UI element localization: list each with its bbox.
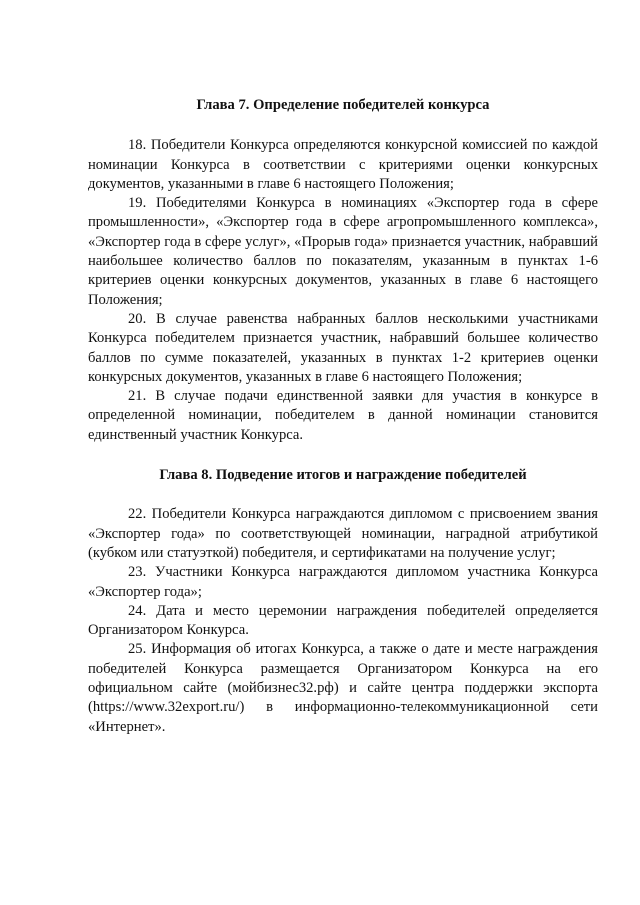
paragraph-23: 23. Участники Конкурса награждаются дипломом участника Конкурса «Экспортер года»; <box>88 564 598 600</box>
paragraph-25: 25. Информация об итогах Конкурса, а также о дате и месте награждения победителей Конкурса размещается Организатором Конкурса на его официальном сайте (мойбизнес32.рф) и сайте центра поддержки экспорта (https://www.32export.ru/) в информационно-телекоммуникационной сети «Интернет». <box>88 641 598 735</box>
paragraph-20: 20. В случае равенства набранных баллов несколькими участниками Конкурса победителем признается участник, набравший большее количество баллов по сумме показателей, указанных в пунктах 1-2 критериев оценки конкурсных документов, указанных в главе 6 настоящего Положения; <box>88 310 598 385</box>
paragraph-18: 18. Победители Конкурса определяются конкурсной комиссией по каждой номинации Конкурса в соответствии с критериями оценки конкурсных документов, указанными в главе 6 настоящего Положения; <box>88 137 598 192</box>
document-content <box>88 96 598 737</box>
paragraph-19: 19. Победителями Конкурса в номинациях «Экспортер года в сфере промышленности», «Экспортер года в сфере агропромышленного комплекса», «Экспортер года в сфере услуг», «Прорыв года» признается участник, набравший наибольшее количество баллов по показателям, указанным в пунктах 1-6 критериев оценки конкурсных документов, указанных в главе 6 настоящего Положения; <box>88 195 598 308</box>
chapter-7-title: Глава 7. Определение победителей конкурса <box>196 97 490 113</box>
paragraph-21: 21. В случае подачи единственной заявки для участия в конкурсе в определенной номинации, победителем в данной номинации становится единственный участник Конкурса. <box>88 388 598 443</box>
chapter-8-title: Глава 8. Подведение итогов и награждение победителей <box>159 467 527 484</box>
paragraph-24: 24. Дата и место церемонии награждения победителей определяется Организатором Конкурса. <box>88 602 598 639</box>
paragraph-22: 22. Победители Конкурса награждаются дипломом с присвоением звания «Экспортер года» по соответствующей номинации, наградной атрибутикой (кубком или статуэткой) победителя, и сертификатами на получение услуг; <box>88 506 598 561</box>
